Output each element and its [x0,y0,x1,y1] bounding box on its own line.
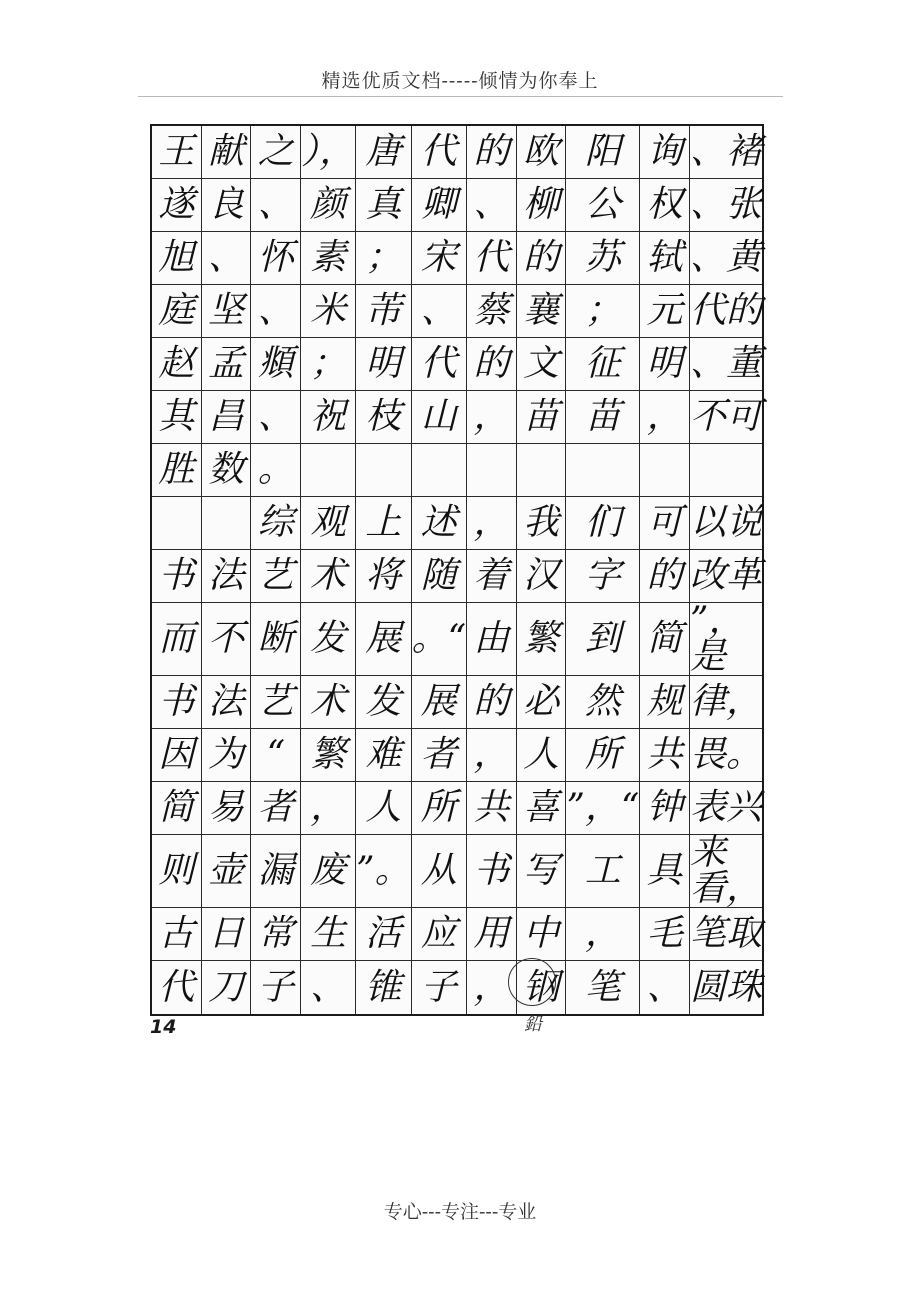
grid-cell: “ [251,729,301,782]
grid-cell: 旭 [152,232,202,285]
grid-cell: ， [467,729,517,782]
grid-cell: 王 [152,126,202,179]
grid-cell: 苗 [566,391,640,444]
grid-cell: 轼 [640,232,690,285]
grid-cell: 述 [412,497,467,550]
grid-cell: 日 [202,908,252,961]
grid-cell: 繁 [517,603,567,676]
grid-cell: 我 [517,497,567,550]
grid-cell: 欧 [517,126,567,179]
page-footer: 专心---专注---专业 [383,1201,537,1223]
grid-cell: 枝 [356,391,411,444]
grid-cell: ， [301,782,356,835]
grid-cell: 写 [517,835,567,908]
grid-cell: 古 [152,908,202,961]
grid-cell: 、 [202,232,252,285]
grid-cell: 祝 [301,391,356,444]
grid-cell: 素 [301,232,356,285]
grid-cell: 法 [202,550,252,603]
grid-cell: 笔取 [690,908,762,961]
grid-cell: 代 [152,961,202,1014]
grid-cell: 难 [356,729,411,782]
grid-cell: 代 [467,232,517,285]
grid-cell: 来看， [689,832,762,909]
grid-cell: 而 [152,603,202,676]
grid-cell: ， [566,908,640,961]
grid-cell [301,444,356,497]
grid-cell: 真 [356,179,411,232]
grid-cell: 、 [467,179,517,232]
grid-cell: 发 [301,603,356,676]
grid-cell: 之 [251,126,301,179]
grid-cell: 唐 [356,126,411,179]
grid-cell: 卿 [412,179,467,232]
grid-cell: 、 [251,391,301,444]
grid-cell: 锥 [356,961,411,1014]
grid-cell: 、 [412,285,467,338]
grid-cell: 易 [202,782,252,835]
grid-cell: 、 [251,285,301,338]
grid-cell: 、张 [690,179,762,232]
grid-cell: 数 [202,444,252,497]
grid-cell: 中 [517,908,567,961]
grid-cell: 遂 [152,179,202,232]
grid-cell: 襄 [517,285,567,338]
grid-cell: 坚 [202,285,252,338]
grid-cell: 明 [640,338,690,391]
grid-cell: 所 [412,782,467,835]
grid-cell: 术 [301,676,356,729]
grid-cell: 断 [251,603,301,676]
grid-cell: 然 [566,676,640,729]
manuscript-grid [150,124,764,1016]
grid-cell: 为 [202,729,252,782]
grid-cell [412,444,467,497]
grid-cell: 询 [640,126,690,179]
grid-cell: 共 [467,782,517,835]
grid-cell: 可 [640,497,690,550]
grid-cell: 钟 [640,782,690,835]
grid-cell: 展 [412,676,467,729]
grid-cell: 明 [356,338,411,391]
grid-cell: 所 [566,729,640,782]
grid-cell: 柳 [517,179,567,232]
correction-circle [508,958,556,1006]
grid-cell [202,497,252,550]
grid-cell: 们 [566,497,640,550]
grid-cell: 艺 [251,676,301,729]
grid-cell: 必 [517,676,567,729]
grid-cell: 山 [412,391,467,444]
grid-cell: 则 [152,835,202,908]
grid-cell: 废 [301,835,356,908]
grid-cell: 漏 [251,835,301,908]
grid-cell: 、董 [690,338,762,391]
grid-cell: 阳 [566,126,640,179]
grid-cell: 孟 [202,338,252,391]
grid-cell: 艺 [251,550,301,603]
grid-cell: 表兴 [690,782,762,835]
grid-cell: 者 [412,729,467,782]
grid-cell: 壶 [202,835,252,908]
page-number: 14 [150,1016,177,1038]
header-divider [138,96,783,97]
grid-cell: ； [301,338,356,391]
grid-cell: ， [640,391,690,444]
grid-cell: 书 [152,550,202,603]
grid-cell: 笔 [566,961,640,1014]
grid-cell: 律， [690,676,762,729]
grid-cell [640,444,690,497]
grid-cell: 具 [640,835,690,908]
grid-cell: 到 [566,603,640,676]
grid-cell: 活 [356,908,411,961]
grid-cell: 庭 [152,285,202,338]
grid-cell: ； [356,232,411,285]
grid-cell: 良 [202,179,252,232]
grid-cell: 、 [251,179,301,232]
grid-cell: 字 [566,550,640,603]
grid-cell: ）， [301,126,356,179]
grid-cell: 苏 [566,232,640,285]
grid-cell: 献 [202,126,252,179]
grid-cell: ”。 [356,835,411,908]
grid-cell: 随 [412,550,467,603]
grid-cell: 法 [202,676,252,729]
grid-cell: 简 [152,782,202,835]
grid-cell: 的 [467,676,517,729]
grid-cell: ； [566,285,640,338]
grid-cell: 宋 [412,232,467,285]
grid-cell: 由 [467,603,517,676]
grid-cell: 胜 [152,444,202,497]
correction-annotation: 鉛 [524,1014,542,1035]
grid-cell: 子 [412,961,467,1014]
grid-cell [152,497,202,550]
grid-cell: 的 [467,338,517,391]
grid-cell: 公 [566,179,640,232]
grid-cell: 赵 [152,338,202,391]
grid-cell: 展 [356,603,411,676]
grid-cell [566,444,640,497]
grid-cell: 文 [517,338,567,391]
grid-cell: 因 [152,729,202,782]
grid-cell: 的 [640,550,690,603]
grid-cell [690,444,762,497]
grid-cell: 的 [517,232,567,285]
grid-cell: 者 [251,782,301,835]
grid-cell: 頫 [251,338,301,391]
grid-cell: 工 [566,835,640,908]
grid-cell: 、黄 [690,232,762,285]
grid-cell: 规 [640,676,690,729]
grid-cell: 发 [356,676,411,729]
grid-cell: 权 [640,179,690,232]
grid-cell: 观 [301,497,356,550]
grid-cell: ， [467,497,517,550]
grid-cell: 简 [640,603,690,676]
grid-cell: 着 [467,550,517,603]
grid-cell: 术 [301,550,356,603]
grid-cell: ， [467,391,517,444]
grid-cell: 上 [356,497,411,550]
grid-cell: 应 [412,908,467,961]
grid-cell: 元 [640,285,690,338]
grid-cell: 怀 [251,232,301,285]
grid-cell: 人 [517,729,567,782]
grid-cell: 畏。 [690,729,762,782]
grid-cell: 将 [356,550,411,603]
grid-cell: ， [467,961,517,1014]
grid-cell: 从 [412,835,467,908]
grid-cell [517,444,567,497]
grid-cell: 芾 [356,285,411,338]
grid-cell [356,444,411,497]
grid-cell: 代 [412,126,467,179]
grid-cell: 圆珠 [689,966,762,1008]
grid-cell: 、褚 [690,126,762,179]
grid-cell: 不 [202,603,252,676]
grid-cell: 书 [467,835,517,908]
grid-cell: 生 [301,908,356,961]
page-header: 精选优质文档-----倾情为你奉上 [321,70,599,92]
grid-cell: 征 [566,338,640,391]
grid-cell: 的 [467,126,517,179]
grid-cell: 共 [640,729,690,782]
grid-cell: 以说 [690,497,762,550]
grid-cell: 毛 [640,908,690,961]
grid-cell: 综 [251,497,301,550]
grid-cell: 代的 [690,285,762,338]
grid-cell: 汉 [517,550,567,603]
grid-cell [467,444,517,497]
grid-cell: 、 [640,961,690,1014]
grid-cell: 人 [356,782,411,835]
grid-cell: 。 [251,444,301,497]
grid-cell: 书 [152,676,202,729]
grid-cell: 子 [251,961,301,1014]
grid-cell: 改革 [690,550,762,603]
grid-cell: 繁 [301,729,356,782]
grid-cell: 常 [251,908,301,961]
grid-cell: 苗 [517,391,567,444]
grid-cell: 。“ [412,603,467,676]
grid-cell: ”，是 [690,603,762,676]
grid-cell: 钢 [517,961,567,1014]
grid-cell: 米 [301,285,356,338]
grid-cell: 不可 [690,391,762,444]
grid-cell: 喜 [517,782,567,835]
grid-cell: 代 [412,338,467,391]
grid-cell: 、 [301,961,356,1014]
grid-cell: 刀 [202,961,252,1014]
grid-cell: 昌 [202,391,252,444]
grid-cell: 蔡 [467,285,517,338]
grid-cell: 用 [467,908,517,961]
grid-cell: ”，“ [566,782,640,835]
grid-cell: 其 [152,391,202,444]
grid-cell: 颜 [301,179,356,232]
